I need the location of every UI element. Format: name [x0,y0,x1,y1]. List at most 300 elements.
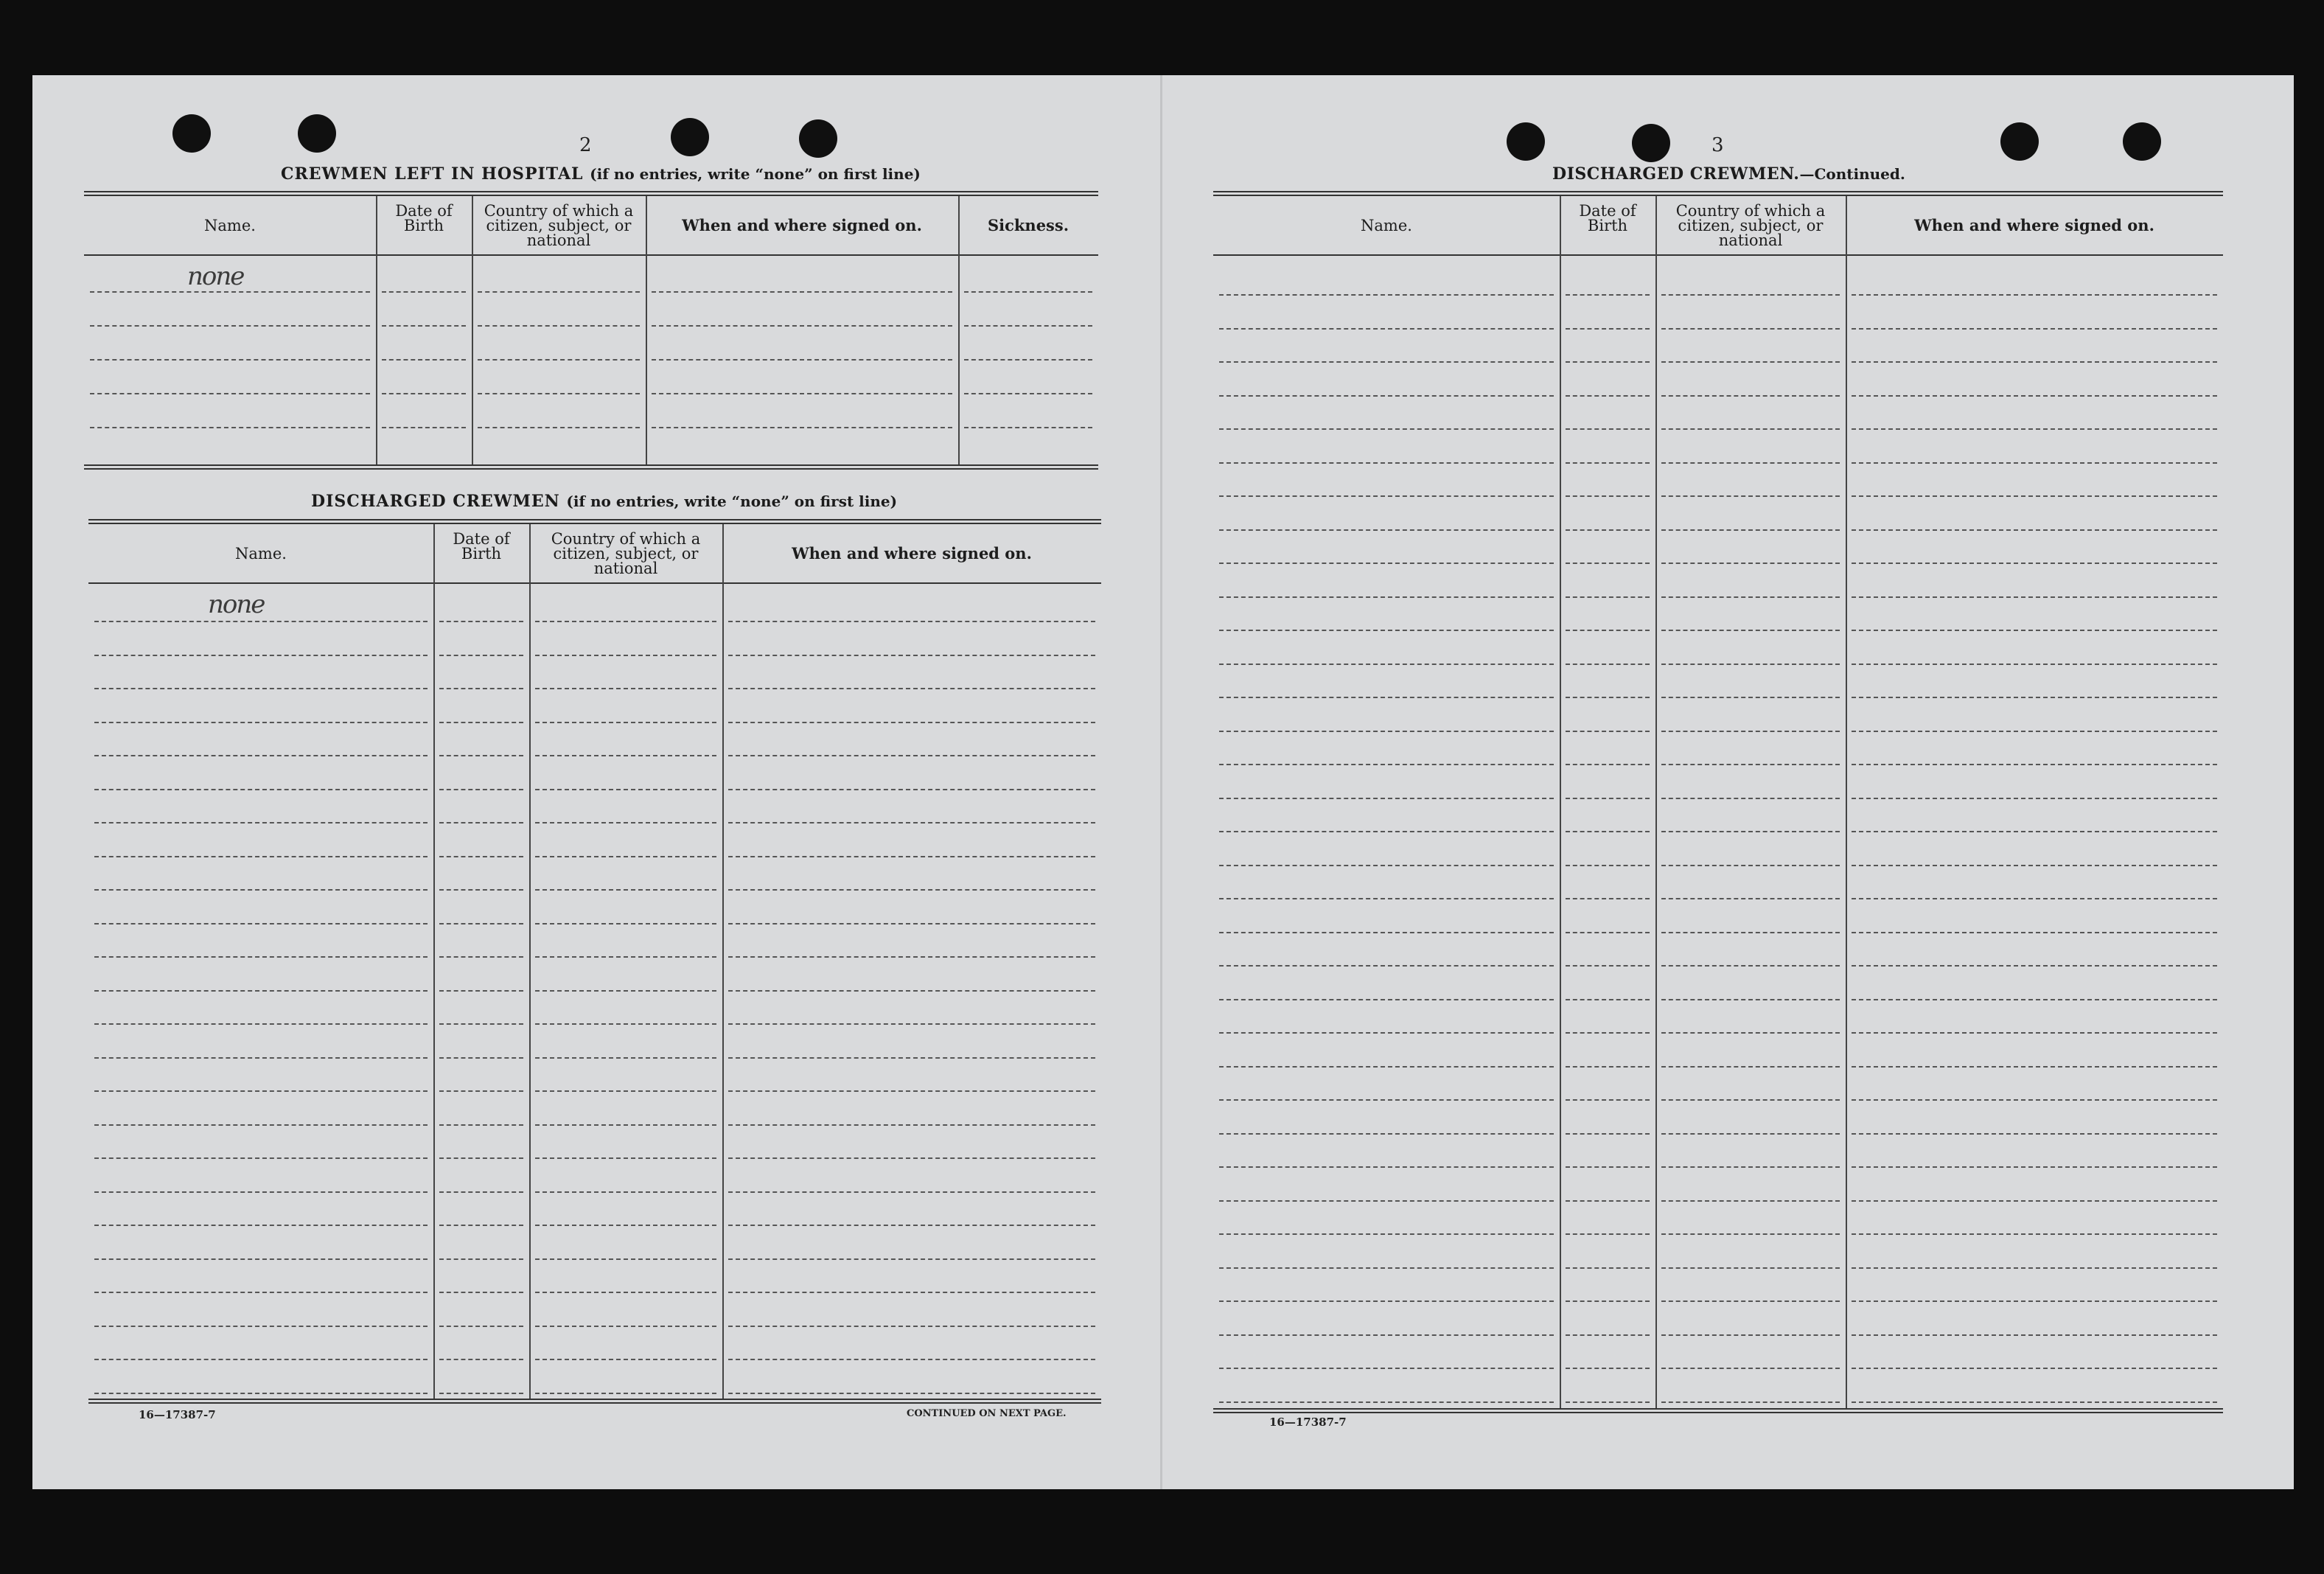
entry-line [1566,1032,1650,1034]
entry-line [728,1393,1095,1394]
entry-line [1566,898,1650,899]
entry-line [1661,664,1840,665]
entry-line [439,1359,523,1360]
entry-line [478,427,640,428]
entry-line [94,1326,428,1327]
entry-line [1566,1233,1650,1235]
entry-line [1219,1200,1554,1202]
entry-line [1219,1368,1554,1369]
entry-line [728,1359,1095,1360]
hospital-title-text: CREWMEN LEFT IN HOSPITAL [281,164,584,184]
entry-line [1852,664,2217,665]
entry-line [439,755,523,756]
entry-line [535,1057,716,1059]
entry-line [1661,764,1840,765]
column-divider [376,196,377,464]
entry-line [1661,1368,1840,1369]
column-divider [529,524,531,1399]
header-bottom-rule [84,254,1098,256]
entry-line [1219,898,1554,899]
entry-line [1566,1200,1650,1202]
entry-line [1219,462,1554,464]
entry-line [94,1225,428,1226]
entry-line [439,1258,523,1260]
header-bottom-rule [88,582,1101,584]
entry-line [94,755,428,756]
entry-line [1566,428,1650,430]
entry-line [1661,1300,1840,1302]
entry-line [728,789,1095,790]
column-header-name: Name. [204,216,256,234]
entry-line [1661,965,1840,967]
entry-line [535,1157,716,1159]
column-header-name: Name. [1361,216,1412,234]
entry-line [535,1191,716,1193]
page-fold [1160,75,1162,1489]
entry-line [1219,495,1554,497]
entry-line [382,393,466,394]
entry-line [1852,1401,2217,1403]
entry-line [1661,1166,1840,1168]
punch-hole [1632,124,1670,162]
entry-line [728,956,1095,958]
column-divider [646,196,647,464]
entry-line [94,1124,428,1126]
column-header-date-of-birth: Date of Birth [1579,201,1636,234]
entry-line [1566,630,1650,631]
entry-line [94,688,428,689]
entry-line [1566,731,1650,732]
table-bottom-rule [1213,1408,2223,1413]
entry-line [535,755,716,756]
entry-line [1852,1133,2217,1135]
entry-line [1661,529,1840,531]
entry-line [728,655,1095,656]
entry-line [1219,999,1554,1000]
entry-line [535,1393,716,1394]
entry-line [535,1124,716,1126]
entry-line [1219,831,1554,832]
continued-title-text: DISCHARGED CREWMEN. [1552,164,1800,184]
entry-line [1661,361,1840,363]
entry-line [728,822,1095,823]
table-bottom-rule [84,464,1098,470]
entry-line [728,1057,1095,1059]
entry-line [94,822,428,823]
entry-line [439,1157,523,1159]
hospital-section-title [281,166,921,182]
entry-line [439,789,523,790]
entry-line [1219,395,1554,397]
entry-line [728,1191,1095,1193]
entry-line [1852,764,2217,765]
entry-line [728,889,1095,891]
entry-line [1219,798,1554,799]
entry-line [1661,697,1840,698]
entry-line [1661,865,1840,866]
entry-line [652,291,952,293]
entry-line [728,1258,1095,1260]
entry-line [1566,495,1650,497]
entry-line [1219,1032,1554,1034]
entry-line [1852,1099,2217,1101]
header-top-rule [88,519,1101,524]
entry-line [1852,1032,2217,1034]
entry-line [535,1292,716,1293]
hospital-title-note: (if no entries, write “none” on first line) [590,165,921,183]
entry-line [439,889,523,891]
entry-line [94,1292,428,1293]
handwritten-entry: none [208,590,265,619]
discharged-table [88,519,1101,1404]
entry-line [94,923,428,924]
entry-line [728,1023,1095,1025]
entry-line [728,1225,1095,1226]
entry-line [728,1124,1095,1126]
page-number: 2 [579,134,592,156]
entry-line [439,1090,523,1092]
entry-line [1661,1200,1840,1202]
entry-line [439,1326,523,1327]
entry-line [1852,898,2217,899]
entry-line [1219,1099,1554,1101]
entry-line [1661,1133,1840,1135]
entry-line [535,1359,716,1360]
entry-line [1219,361,1554,363]
entry-line [94,722,428,723]
entry-line [90,393,370,394]
entry-line [652,427,952,428]
entry-line [535,655,716,656]
entry-line [382,325,466,327]
entry-line [1661,596,1840,598]
entry-line [94,655,428,656]
entry-line [1219,764,1554,765]
entry-line [1852,865,2217,866]
column-header-sickness: Sickness. [987,215,1069,234]
discharged-title-note: (if no entries, write “none” on first line) [566,492,898,510]
entry-line [1852,932,2217,933]
entry-line [1566,965,1650,967]
entry-line [1219,529,1554,531]
entry-line [535,1090,716,1092]
entry-line [964,427,1092,428]
discharged-title-text: DISCHARGED CREWMEN [311,492,560,511]
punch-hole [671,118,709,156]
column-header-signed-on: When and where signed on. [792,543,1032,563]
entry-line [1852,294,2217,296]
entry-line [1661,1267,1840,1269]
continued-note: CONTINUED ON NEXT PAGE. [907,1408,1067,1419]
entry-line [535,856,716,857]
entry-line [1219,731,1554,732]
entry-line [94,1393,428,1394]
entry-line [1566,462,1650,464]
entry-line [439,655,523,656]
entry-line [1661,395,1840,397]
entry-line [439,722,523,723]
entry-line [1219,932,1554,933]
entry-line [1219,596,1554,598]
column-header-country: Country of which a citizen, subject, or national [551,529,701,577]
entry-line [1566,1401,1650,1403]
entry-line [535,722,716,723]
entry-line [94,1157,428,1159]
entry-line [439,822,523,823]
entry-line [1566,1133,1650,1135]
entry-line [535,1225,716,1226]
entry-line [94,1359,428,1360]
entry-line [1566,697,1650,698]
entry-line [1852,731,2217,732]
entry-line [652,325,952,327]
entry-line [1661,1233,1840,1235]
column-divider [1655,196,1657,1408]
entry-line [1661,495,1840,497]
entry-line [1661,1099,1840,1101]
entry-line [1661,462,1840,464]
entry-line [1852,630,2217,631]
entry-line [439,990,523,992]
entry-line [1219,1267,1554,1269]
column-header-signed-on: When and where signed on. [682,215,922,234]
entry-line [1852,798,2217,799]
entry-line [1661,294,1840,296]
entry-line [90,291,370,293]
entry-line [728,856,1095,857]
entry-line [94,856,428,857]
entry-line [94,621,428,622]
entry-line [1852,1066,2217,1068]
entry-line [1852,1166,2217,1168]
entry-line [1661,999,1840,1000]
entry-line [1852,1200,2217,1202]
entry-line [1852,428,2217,430]
entry-line [1219,1133,1554,1135]
entry-line [1852,1368,2217,1369]
entry-line [1566,1166,1650,1168]
entry-line [1219,1300,1554,1302]
entry-line [1661,1334,1840,1336]
entry-line [1566,764,1650,765]
entry-line [728,1292,1095,1293]
column-divider [433,524,435,1399]
discharged-continued-table [1213,191,2223,1413]
punch-hole [172,114,211,153]
entry-line [728,722,1095,723]
entry-line [964,325,1092,327]
column-divider [958,196,960,464]
entry-line [1661,932,1840,933]
entry-line [652,393,952,394]
entry-line [1219,697,1554,698]
entry-line [94,1023,428,1025]
entry-line [478,291,640,293]
header-top-rule [84,191,1098,196]
entry-line [535,1326,716,1327]
entry-line [964,393,1092,394]
entry-line [1566,1066,1650,1068]
entry-line [478,359,640,361]
entry-line [439,621,523,622]
entry-line [439,956,523,958]
entry-line [728,755,1095,756]
entry-line [535,822,716,823]
entry-line [439,1057,523,1059]
entry-line [1219,630,1554,631]
punch-hole [799,119,837,158]
entry-line [439,856,523,857]
entry-line [1566,361,1650,363]
entry-line [535,889,716,891]
entry-line [964,291,1092,293]
entry-line [90,427,370,428]
entry-line [1852,596,2217,598]
entry-line [535,1023,716,1025]
entry-line [728,688,1095,689]
table-bottom-rule [88,1399,1101,1404]
entry-line [1566,798,1650,799]
form-number: 16—17387-7 [1269,1415,1347,1429]
entry-line [1852,1233,2217,1235]
column-header-signed-on: When and where signed on. [1914,215,2154,234]
entry-line [1661,1401,1840,1403]
entry-line [439,1023,523,1025]
page-number: 3 [1711,134,1724,156]
column-header-country: Country of which a citizen, subject, or national [484,201,634,249]
entry-line [1219,428,1554,430]
continued-title-suffix: —Continued. [1799,165,1905,183]
entry-line [728,923,1095,924]
entry-line [728,621,1095,622]
entry-line [439,1191,523,1193]
entry-line [1852,462,2217,464]
hospital-table [84,191,1098,470]
entry-line [94,889,428,891]
entry-line [1566,1300,1650,1302]
entry-line [1566,529,1650,531]
entry-line [94,1090,428,1092]
entry-line [439,1225,523,1226]
entry-line [1219,865,1554,866]
entry-line [1852,1300,2217,1302]
punch-hole [298,114,336,153]
entry-line [535,923,716,924]
entry-line [728,1090,1095,1092]
entry-line [1852,361,2217,363]
entry-line [1852,1267,2217,1269]
entry-line [1219,664,1554,665]
entry-line [535,1258,716,1260]
entry-line [1661,731,1840,732]
entry-line [439,923,523,924]
entry-line [1852,495,2217,497]
entry-line [1566,1267,1650,1269]
entry-line [94,789,428,790]
punch-hole [2123,122,2161,161]
entry-line [1219,328,1554,330]
entry-line [1219,294,1554,296]
entry-line [1661,831,1840,832]
column-header-date-of-birth: Date of Birth [453,529,510,563]
entry-line [1852,1334,2217,1336]
continued-section-title [1552,166,1905,182]
entry-line [94,1191,428,1193]
entry-line [1566,596,1650,598]
entry-line [1852,999,2217,1000]
entry-line [1661,328,1840,330]
column-divider [1560,196,1561,1408]
entry-line [1219,1166,1554,1168]
entry-line [94,956,428,958]
column-divider [722,524,724,1399]
entry-line [1219,1401,1554,1403]
entry-line [90,325,370,327]
entry-line [1219,1233,1554,1235]
column-divider [472,196,473,464]
header-bottom-rule [1213,254,2223,256]
entry-line [535,621,716,622]
entry-line [439,1292,523,1293]
column-divider [1846,196,1847,1408]
column-header-country: Country of which a citizen, subject, or national [1675,201,1826,249]
entry-line [439,1124,523,1126]
handwritten-entry: none [187,262,244,291]
entry-line [1852,831,2217,832]
entry-line [1852,965,2217,967]
entry-line [90,359,370,361]
entry-line [1566,563,1650,564]
column-header-name: Name. [235,544,287,563]
entry-line [728,990,1095,992]
entry-line [1661,630,1840,631]
entry-line [1566,664,1650,665]
entry-line [1566,932,1650,933]
entry-line [535,956,716,958]
discharged-section-title [311,493,897,509]
entry-line [652,359,952,361]
entry-line [1661,428,1840,430]
entry-line [1661,563,1840,564]
header-top-rule [1213,191,2223,196]
entry-line [1566,1099,1650,1101]
entry-line [1852,395,2217,397]
form-number: 16—17387-7 [139,1408,216,1421]
entry-line [1661,798,1840,799]
entry-line [94,1057,428,1059]
entry-line [728,1326,1095,1327]
entry-line [1219,563,1554,564]
entry-line [439,1393,523,1394]
entry-line [1852,529,2217,531]
entry-line [1566,294,1650,296]
entry-line [1852,563,2217,564]
entry-line [964,359,1092,361]
entry-line [1566,328,1650,330]
entry-line [1852,328,2217,330]
entry-line [728,1157,1095,1159]
entry-line [1661,1032,1840,1034]
entry-line [478,393,640,394]
entry-line [1566,865,1650,866]
entry-line [94,1258,428,1260]
entry-line [94,990,428,992]
entry-line [382,291,466,293]
entry-line [1661,1066,1840,1068]
entry-line [1566,999,1650,1000]
punch-hole [2000,122,2039,161]
entry-line [1661,898,1840,899]
